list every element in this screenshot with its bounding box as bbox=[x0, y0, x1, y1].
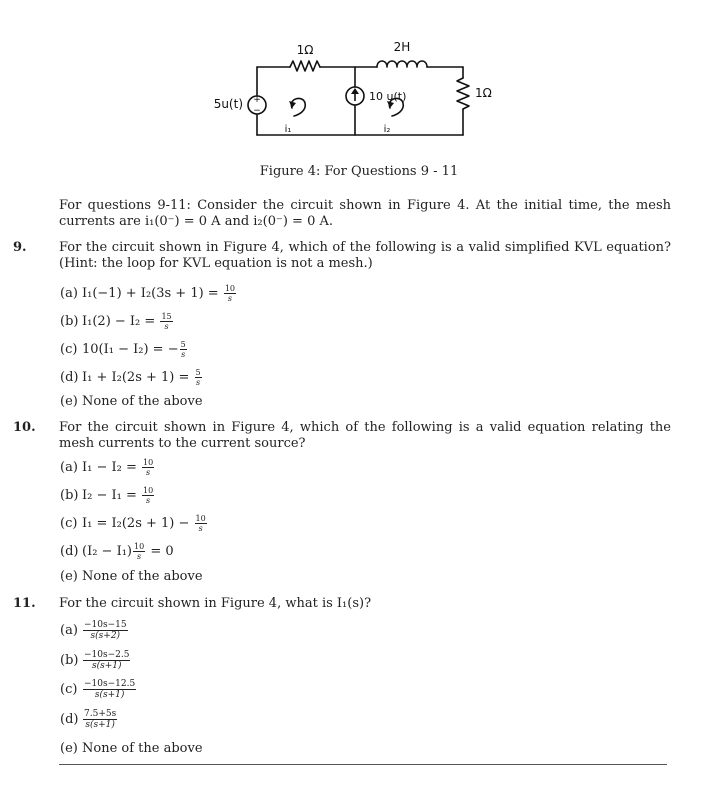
q10-option-e[interactable]: (e) None of the above bbox=[60, 569, 203, 584]
question-11 bbox=[13, 596, 671, 612]
resistor-2 bbox=[457, 78, 469, 109]
question-number: 11. bbox=[13, 596, 36, 611]
svg-text:+: + bbox=[253, 95, 261, 105]
q10-option-d[interactable]: (d) (I₂ − I₁) $\frac{10}{s}$ = 0 bbox=[60, 542, 174, 561]
q10-option-c[interactable]: (c) I₁ = I₂(2s + 1) − $\frac{10}{s}$ bbox=[60, 514, 206, 533]
question-9 bbox=[13, 240, 671, 272]
q9-option-b[interactable]: (b) I₁(2) − I₂ = $\frac{15}{s}$ bbox=[60, 312, 172, 331]
q11-option-b[interactable]: (b) $\frac{-10s-2.5}{s(s+1)}$ bbox=[60, 650, 130, 671]
voltage-source-label: 5u(t) bbox=[213, 97, 243, 111]
resistor-1 bbox=[290, 61, 320, 71]
q11-option-e[interactable]: (e) None of the above bbox=[60, 741, 203, 756]
q9-option-e[interactable]: (e) None of the above bbox=[60, 394, 203, 409]
q11-option-d[interactable]: (d) $\frac{7.5+5s}{s(s+1)}$ bbox=[60, 709, 117, 730]
question-text: For the circuit shown in Figure 4, what is I₁(s)? bbox=[59, 596, 372, 611]
bottom-rule bbox=[59, 764, 667, 765]
q10-option-a[interactable]: (a) I₁ − I₂ = $\frac{10}{s}$ bbox=[60, 458, 154, 477]
question-number: 9. bbox=[13, 240, 27, 255]
question-text: For the circuit shown in Figure 4, which of the following is a valid simplified KVL equation? (Hint: the loop for KVL equation is not a mesh.) bbox=[59, 240, 671, 271]
current-source-label: 10 u(t) bbox=[369, 90, 407, 103]
svg-text:−: − bbox=[253, 106, 261, 116]
q11-option-c[interactable]: (c) $\frac{-10s-12.5}{s(s+1)}$ bbox=[60, 679, 136, 700]
mesh-1-label: i₁ bbox=[284, 124, 292, 135]
circuit-diagram bbox=[195, 40, 505, 145]
inductor bbox=[377, 61, 427, 67]
inductor-label: 2H bbox=[393, 40, 411, 54]
question-number: 10. bbox=[13, 420, 36, 435]
q9-option-a[interactable]: (a) I₁(−1) + I₂(3s + 1) = $\frac{10}{s}$ bbox=[60, 284, 236, 303]
q9-option-c[interactable]: (c) 10(I₁ − I₂) = − $\frac{5}{s}$ bbox=[60, 340, 186, 359]
figure-caption: Figure 4: For Questions 9 - 11 bbox=[259, 164, 459, 179]
r1-label: 1Ω bbox=[296, 43, 314, 57]
q9-option-d[interactable]: (d) I₁ + I₂(2s + 1) = $\frac{5}{s}$ bbox=[60, 368, 201, 387]
r2-label: 1Ω bbox=[475, 86, 492, 100]
mesh-2-label: i₂ bbox=[383, 124, 391, 135]
intro-paragraph: For questions 9-11: Consider the circuit shown in Figure 4. At the initial time, the mesh currents are i₁(0⁻) = 0 A and i₂(0⁻) = 0 A. bbox=[59, 198, 671, 229]
question-text: For the circuit shown in Figure 4, which of the following is a valid equation relating the mesh currents to the current source? bbox=[59, 420, 671, 451]
question-10 bbox=[13, 420, 671, 452]
mesh-1-arrow-icon bbox=[291, 98, 305, 116]
q10-option-b[interactable]: (b) I₂ − I₁ = $\frac{10}{s}$ bbox=[60, 486, 154, 505]
q11-option-a[interactable]: (a) $\frac{-10s-15}{s(s+2)}$ bbox=[60, 620, 127, 641]
